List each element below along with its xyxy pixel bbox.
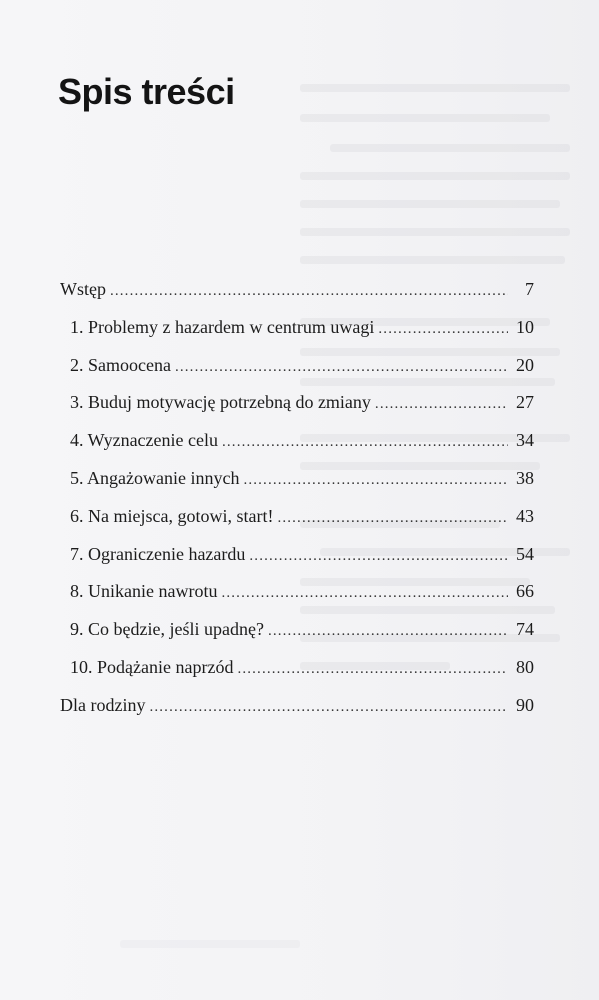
toc-entry-page: 34 [516,430,534,451]
toc-entry [60,580,534,618]
toc-entry-label: 10. Podążanie naprzód [70,656,234,677]
leader-dots [277,507,508,529]
toc-entry [60,278,534,316]
table-of-contents [60,278,534,732]
leader-dots [243,469,508,491]
toc-entry-label: Dla rodziny [60,694,146,715]
page-title: Spis treści [58,71,235,112]
leader-dots [378,318,508,340]
toc-entry-label: 7. Ograniczenie hazardu [70,543,246,564]
toc-entry-page: 27 [516,392,534,413]
toc-entry [60,618,534,656]
toc-entry-label: 5. Angażowanie innych [70,467,240,488]
toc-entry-label: 2. Samoocena [70,354,171,375]
toc-entry-label: 3. Buduj motywację potrzebną do zmiany [70,392,371,413]
toc-entry-label: 6. Na miejsca, gotowi, start! [70,505,274,526]
toc-entry [60,391,534,429]
toc-entry-page: 54 [516,543,534,564]
toc-entry [60,354,534,392]
leader-dots [268,620,508,642]
toc-entry [60,429,534,467]
toc-entry [60,656,534,694]
leader-dots [221,582,508,604]
leader-dots [175,356,508,378]
toc-entry-label: 8. Unikanie nawrotu [70,581,218,602]
toc-entry [60,694,534,732]
toc-entry-label: 4. Wyznaczenie celu [70,430,218,451]
toc-entry-label: Wstęp [60,279,106,299]
toc-entry [60,505,534,543]
leader-dots [110,280,508,302]
toc-entry-page: 20 [516,354,534,375]
toc-entry-label: 9. Co będzie, jeśli upadnę? [70,619,264,640]
toc-entry-page: 90 [516,694,534,715]
leader-dots [249,545,508,567]
toc-entry [60,316,534,354]
leader-dots [149,696,508,718]
toc-entry-label: 1. Problemy z hazardem w centrum uwagi [70,316,375,337]
leader-dots [237,658,508,680]
leader-dots [375,393,508,415]
toc-entry-page: 38 [516,467,534,488]
toc-entry-page: 10 [516,316,534,337]
toc-entry-page: 66 [516,581,534,602]
toc-entry [60,543,534,581]
toc-entry-page: 7 [525,279,534,299]
leader-dots [222,431,508,453]
toc-entry-page: 80 [516,656,534,677]
toc-entry-page: 43 [516,505,534,526]
toc-entry [60,467,534,505]
toc-entry-page: 74 [516,619,534,640]
